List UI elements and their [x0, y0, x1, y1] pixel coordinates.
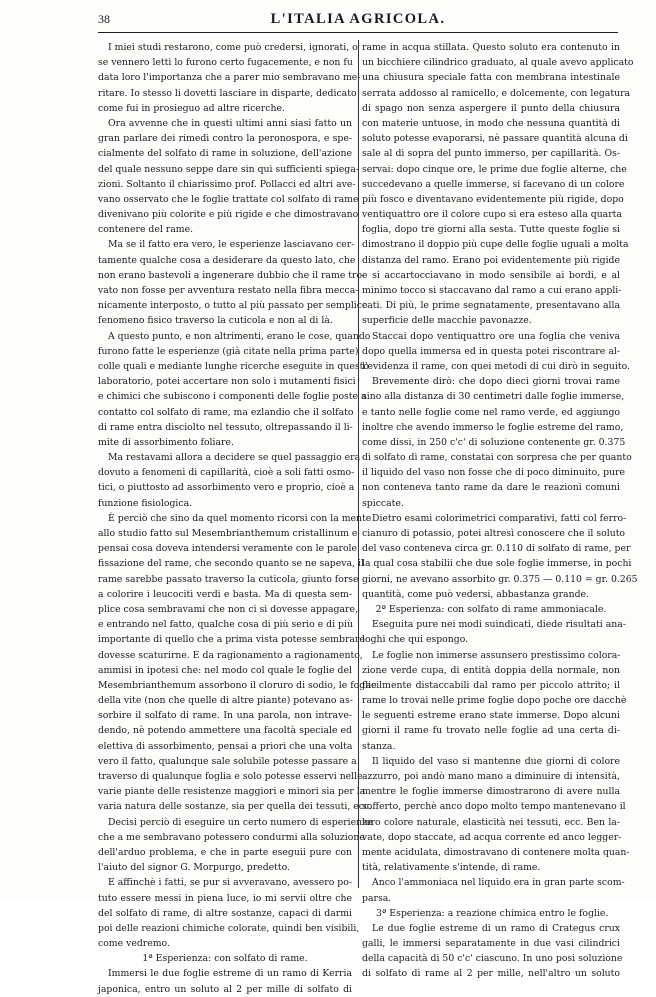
- text-line: varie piante delle resistenze maggiori e minori sia per la: [98, 786, 366, 798]
- text-line: rame lo trovai nelle prime foglie dopo poche ore dacchè: [362, 695, 627, 707]
- text-line: fissazione del rame, che secondo quanto se ne sapeva, il: [98, 558, 364, 570]
- text-line: È perciò che sino da quel momento ricorsi con la mente: [108, 512, 372, 524]
- text-line: non erano bastevoli a ingenerare dubbio che il rame tro-: [98, 269, 366, 281]
- text-line: inoltre che avendo immerso le foglie estreme del ramo,: [362, 421, 624, 433]
- text-line: 3ª Esperienza: a reazione chimica entro le foglie.: [376, 907, 609, 919]
- text-line: tità, relativamente s'intende, di rame.: [362, 862, 541, 874]
- text-line: spiccate.: [362, 497, 404, 509]
- text-line: dovesse scaturirne. E da ragionamento a ragionamento,: [98, 649, 363, 661]
- text-line: stanza.: [362, 740, 396, 752]
- text-line: contatto col solfato di rame, ma ezlandio che il solfato: [98, 406, 354, 418]
- text-line: E affinchè i fatti, se pur si avveravano, avessero po-: [108, 877, 352, 889]
- text-line: A questo punto, e non altrimenti, erano le cose, quando: [108, 330, 371, 342]
- text-line: e si accartocciavano in modo sensibile ai bordi, e al: [362, 269, 620, 281]
- text-line: di solfato di rame al 2 per mille, nell'altro un soluto: [362, 968, 620, 980]
- column-divider: [358, 40, 359, 888]
- text-line: con materie untuose, in modo che nessuna quantità di: [362, 117, 620, 129]
- right-column: [362, 40, 638, 982]
- text-line: un bicchiere cilindrico graduato, al quale avevo applicato: [362, 57, 634, 69]
- text-line: Mesembrianthemum assorbono il cloruro di sodio, le foglie: [98, 679, 377, 691]
- text-line: superficie delle macchie pavonazze.: [362, 315, 532, 327]
- text-line: cialmente del solfato di rame in soluzione, dell'azione: [98, 148, 352, 160]
- text-line: mite di assorbimento foliare.: [98, 436, 234, 448]
- text-line: ventiquattro ore il colore cupo si era esteso alla quarta: [362, 209, 622, 221]
- text-line: giorni, ne avevano assorbito gr. 0.375 — 0.110 = gr. 0.265: [362, 573, 638, 585]
- text-line: traverso di qualunque foglia e solo potesse esservi nelle: [98, 771, 363, 782]
- text-line: foglia, dopo tre giorni alla sesta. Tutte queste foglie si: [362, 224, 620, 236]
- text-line: distanza del ramo. Erano poi evidentemente più rigide: [362, 254, 620, 266]
- text-line: vato non fosse per avventura restato nella fibra mecca-: [98, 285, 359, 296]
- text-line: nicamente interposto, o tutto al più passato per semplice: [98, 300, 368, 312]
- text-line: dell'arduo problema, e che in parte eseguii pure con: [98, 846, 352, 858]
- text-line: loro colore naturale, elasticità nei tessuti, ecc. Ben la-: [362, 816, 620, 828]
- text-line: sale al di sopra del punto immerso, per capillarità. Os-: [362, 148, 620, 160]
- text-line: cati. Di più, le prime segnatamente, presentavano alla: [362, 300, 620, 312]
- text-line: galli, le immersi separatamente in due vasi cilindrici: [362, 938, 620, 950]
- text-line: japonica, entro un soluto al 2 per mille di solfato di: [98, 983, 352, 995]
- text-line: allo studio fatto sul Mesembrianthemum cristallinum e: [98, 528, 358, 539]
- text-line: Ora avvenne che in questi ultimi anni siasi fatto un: [108, 117, 352, 129]
- text-line: fenomeno fisico traverso la cuticola e non al di là.: [98, 315, 333, 327]
- text-line: 1ª Esperienza: con solfato di rame.: [142, 953, 308, 965]
- text-line: se vennero letti lo furono certo fugacemente, e non fu: [98, 57, 353, 69]
- text-line: dendo, nè potendo ammettere una facoltà speciale ed: [98, 725, 352, 737]
- text-line: non conteneva tanto rame da dare le reazioni comuni: [362, 482, 620, 494]
- text-line: ammisi in ipotesi che: nel modo col quale le foglie del: [98, 664, 352, 676]
- text-line: furono fatte le esperienze (già citate nella prima parte): [98, 345, 359, 357]
- text-line: tici, o piuttosto ad assorbimento vero e proprio, cioè a: [98, 482, 355, 494]
- page-number: 38: [98, 12, 110, 26]
- text-line: azzurro, poi andò mano mano a diminuire di intensità,: [362, 771, 620, 782]
- text-line: contenere del rame.: [98, 224, 194, 236]
- text-line: serrata addosso al ramicello, e dolcemente, con legatura: [362, 87, 631, 99]
- text-line: facilmente distaccabili dal ramo per piccolo attrito; il: [362, 679, 620, 691]
- text-line: funzione fisiologica.: [98, 497, 193, 509]
- text-line: di rame entra disciolto nel tessuto, oltrepassando il li-: [98, 421, 353, 433]
- text-line: Eseguita pure nei modi suindicati, diede risultati ana-: [372, 619, 626, 631]
- text-line: Il liquido del vaso si mantenne due giorni di colore: [372, 755, 620, 767]
- text-line: data loro l'importanza che a parer mio sembravano me-: [98, 72, 361, 84]
- text-line: plice cosa sembravami che non ci si dovesse appagare,: [98, 603, 358, 615]
- text-line: di solfato di rame, constatai con sorpresa che per quanto: [362, 452, 632, 464]
- text-line: il liquido del vaso non fosse che di poco diminuito, pure: [362, 467, 625, 479]
- text-line: Le foglie non immerse assunsero prestissimo colora-: [372, 649, 621, 661]
- text-line: colle quali e mediante lunghe ricerche eseguite in questo: [98, 360, 369, 372]
- text-line: vero il fatto, qualunque sale solubile potesse passare a: [98, 755, 357, 767]
- text-line: come dissi, in 250 c'c' di soluzione contenente gr. 0.375: [362, 436, 626, 448]
- text-line: Brevemente dirò: che dopo dieci giorni trovai rame: [372, 376, 620, 388]
- text-line: loghi che qui espongo.: [362, 634, 469, 646]
- text-line: sofferto, perchè anco dopo molto tempo mantenevano il: [362, 801, 626, 813]
- text-line: parsa.: [362, 892, 392, 904]
- text-line: e entrando nel fatto, qualche cosa di più serio e di più: [98, 619, 353, 631]
- text-line: elettiva di assorbimento, pensai a priori che una volta: [98, 740, 353, 752]
- text-line: la qual cosa stabilii che due sole foglie immerse, in pochi: [362, 558, 632, 570]
- text-line: Immersi le due foglie estreme di un ramo di Kerria: [108, 968, 352, 980]
- text-line: vate, dopo staccate, ad acqua corrente ed anco legger-: [362, 831, 622, 843]
- text-line: che a me sembravano potessero condurmi alla soluzione: [98, 831, 365, 843]
- text-line: succedevano a quelle immerse, si facevano di un colore: [362, 178, 625, 190]
- text-line: soluto potesse evaporarsi, nè passare quantità alcuna di: [362, 133, 628, 145]
- text-line: Dietro esami colorimetrici comparativi, fatti col ferro-: [372, 512, 627, 524]
- text-line: giorni il rame fu trovato nelle foglie ad una certa di-: [362, 725, 620, 737]
- text-line: 2ª Esperienza: con solfato di rame ammoniacale.: [375, 603, 607, 615]
- text-line: tuto essere messi in piena luce, io mi servii oltre che: [98, 892, 352, 904]
- running-title: L'ITALIA AGRICOLA.: [270, 11, 446, 27]
- text-line: come fui in prosieguo ad altre ricerche.: [98, 102, 285, 114]
- text-line: tamente qualche cosa a desiderare da questo lato, che: [98, 254, 356, 266]
- text-line: pensai cosa doveva intendersi veramente con le parole: [98, 543, 358, 555]
- text-line: ritare. Io stesso li dovetti lasciare in disparte, dedicato: [98, 87, 357, 99]
- text-line: mentre le foglie immerse dimostrarono di avere nulla: [362, 786, 620, 798]
- text-line: cianuro di potassio, potei altresì conoscere che il soluto: [362, 528, 626, 539]
- text-line: una chiusura speciale fatta con membrana intestinale: [362, 72, 620, 84]
- text-line: varia natura delle sostanze, sia per quella dei tessuti, ecc.: [98, 801, 373, 813]
- text-line: vano osservato che le foglie trattate col solfato di rame: [98, 193, 359, 205]
- text-line: Anco l'ammoniaca nel liquido era in gran parte scom-: [372, 877, 625, 889]
- text-line: sino alla distanza di 30 centimetri dalle foglie immerse,: [362, 391, 625, 403]
- text-line: Ma se il fatto era vero, le esperienze lasciavano cer-: [108, 239, 355, 251]
- text-line: mente acidulata, dimostravano di contenere molta quan-: [362, 846, 630, 858]
- text-line: Ma restavami allora a decidere se quel passaggio era: [108, 452, 361, 464]
- text-line: dopo quella immersa ed in questa potei riscontrare al-: [362, 345, 620, 357]
- text-line: zione verde cupa, di entità doppia della normale, non: [362, 664, 620, 676]
- text-line: della vite (non che quelle di altre piante) potevano as-: [98, 695, 353, 707]
- text-line: importante di quello che a prima vista potesse sembrare: [98, 634, 365, 646]
- text-line: Staccai dopo ventiquattro ore una foglia che veniva: [372, 330, 620, 342]
- text-line: rame in acqua stillata. Questo soluto era contenuto in: [362, 42, 620, 53]
- text-line: del quale nessuno seppe dare sin qui sufficienti spiega-: [98, 163, 359, 175]
- text-line: dimostrano il doppio più cupe delle foglie uguali a molta: [362, 239, 629, 251]
- text-line: Decisi perciò di eseguire un certo numero di esperienze: [108, 816, 373, 828]
- text-line: divenivano più colorite e più rigide e che dimostravano: [98, 209, 359, 221]
- text-line: rame sarebbe passato traverso la cuticola, giunto forse: [98, 573, 359, 585]
- header-rule: [98, 32, 618, 33]
- text-line: e chimici che subiscono i componenti delle foglie poste a: [98, 391, 367, 403]
- text-line: gran parlare dei rimedi contro la peronospora, e spe-: [98, 133, 352, 145]
- text-line: dovuto a fenomeni di capillarità, cioè a soli fatti osmo-: [98, 467, 355, 479]
- text-line: del solfato di rame, di altre sostanze, capaci di darmi: [98, 907, 352, 919]
- text-line: a colorire i leucociti verdi e basta. Ma di questa sem-: [98, 588, 352, 600]
- running-header: [98, 10, 618, 34]
- text-line: le seguenti estreme erano state immerse. Dopo alcuni: [362, 710, 620, 722]
- text-line: del vaso conteneva circa gr. 0.110 di solfato di rame, per: [362, 543, 631, 555]
- text-line: e tanto nelle foglie come nel ramo verde, ed aggiungo: [362, 406, 620, 418]
- text-line: come vedremo.: [98, 938, 170, 950]
- text-line: Le due foglie estreme di un ramo di Crategus crux: [372, 922, 620, 934]
- text-line: zioni. Soltanto il chiarissimo prof. Pollacci ed altri ave-: [98, 178, 356, 190]
- text-line: più fosco e diventavano evidentemente più rigide, dopo: [362, 193, 624, 205]
- text-line: laboratorio, potei accertare non solo i mutamenti fisici: [98, 376, 356, 388]
- text-line: di spago non senza aspergere il punto della chiusura: [362, 102, 620, 114]
- text-line: I miei studi restarono, come può credersi, ignorati, o: [108, 42, 358, 53]
- text-line: l'evidenza il rame, con quei metodi di cui dirò in seguito.: [362, 360, 631, 372]
- text-line: poi delle reazioni chimiche colorate, quindi ben visibili,: [98, 922, 360, 934]
- text-line: minimo tocco si staccavano dal ramo a cui erano appli-: [362, 285, 622, 296]
- text-line: quantità, come può vedersi, abbastanza grande.: [362, 588, 589, 600]
- text-line: l'aiuto del signor G. Morpurgo, predetto.: [98, 862, 291, 874]
- text-line: servai: dopo cinque ore, le prime due foglie alterne, che: [362, 163, 627, 175]
- text-line: sorbire il solfato di rame. In una parola, non intrave-: [98, 710, 352, 722]
- text-line: della capacità di 50 c'c' ciascuno. In uno posi soluzione: [362, 953, 623, 965]
